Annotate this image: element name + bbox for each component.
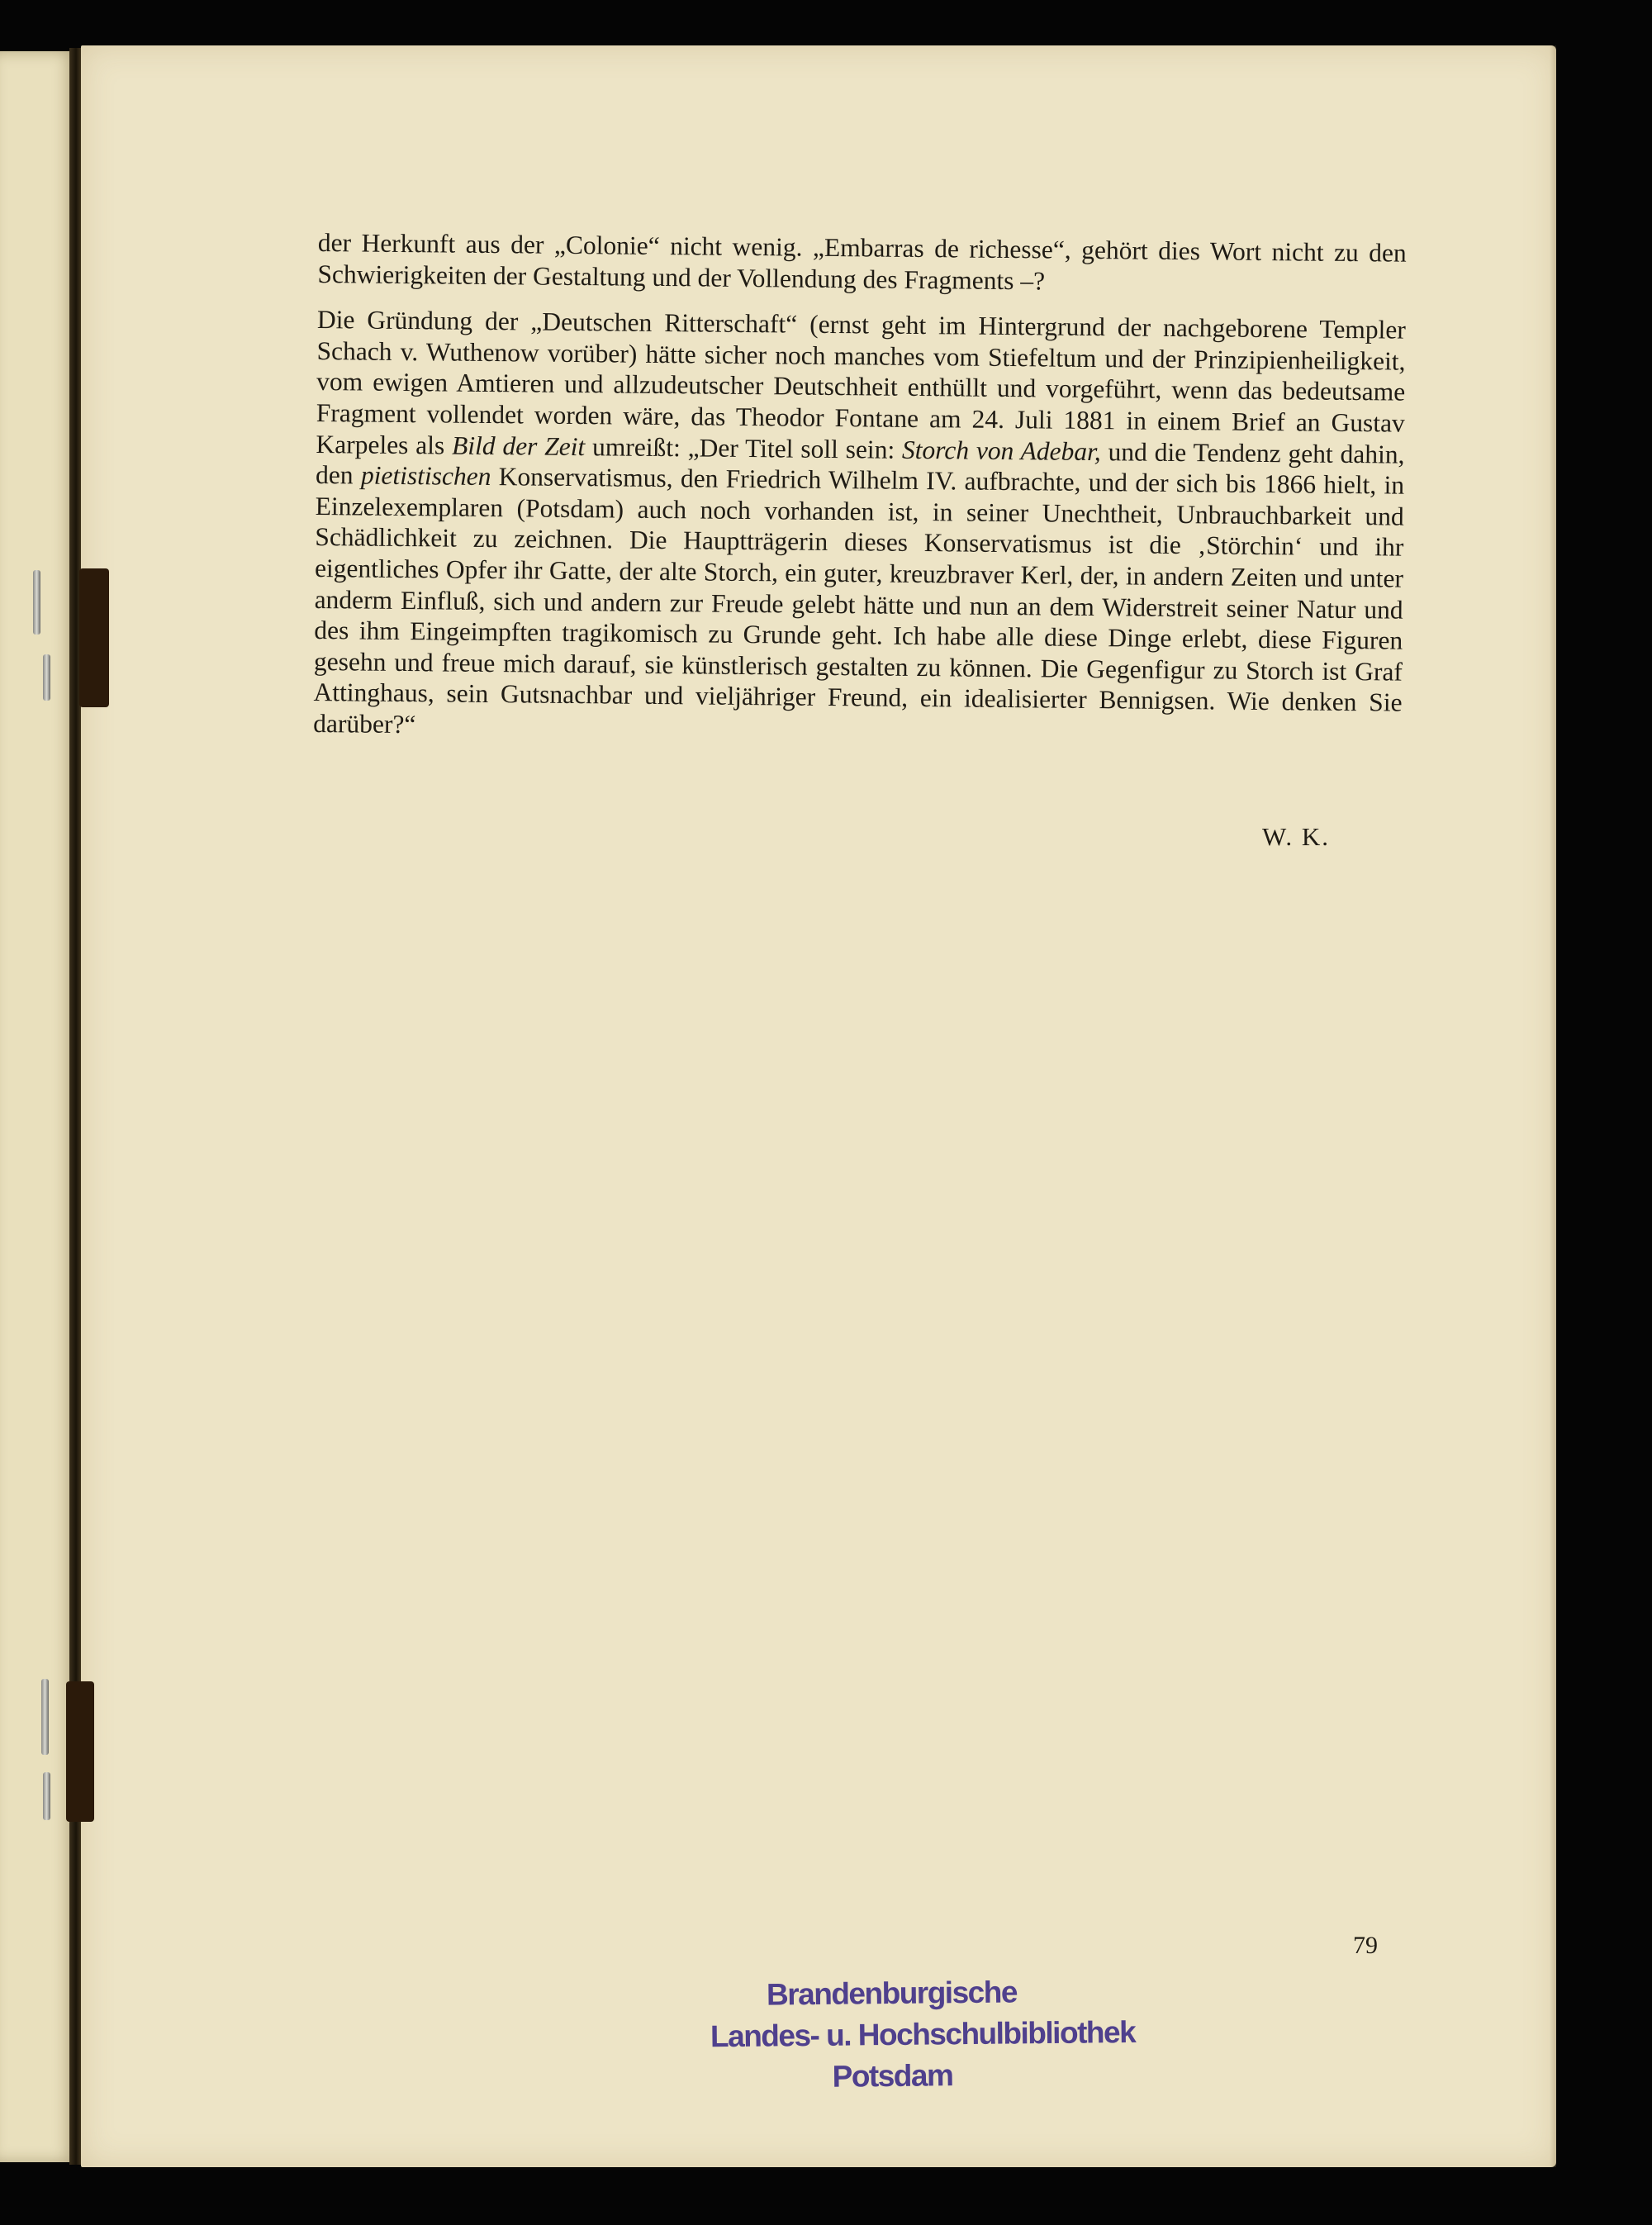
binding-hole-top <box>79 568 109 707</box>
title-storch-von-adebar: Storch von Adebar, <box>901 435 1101 466</box>
paragraph-2 <box>313 304 1406 749</box>
paragraph-2-part-4: Konservatismus, den Friedrich Wilhelm IV. aufbrachte, und der sich bis 1866 hielt, in Einzelexemplaren (Potsdam) auch noch vorhanden ist, in seiner Unechtheit, Unbrauchbarkeit und Schädlichkeit zu zeichnen. Die Hauptträgerin dieses Konservatismus ist die ‚Störchin‘ und ihr eigentliches Opfer ihr Gatte, der alte Storch, ein guter, kreuzbraver Kerl, der, in andern Zeiten und unter anderm Einfluß, sich und andern zur Freude gelebt hätte und nun an dem Widerstreit seiner Natur und des ihm Eingeimpften tragikomisch zu Grunde geht. Ich habe alle diese Dinge erlebt, diese Figuren gesehn und freue mich darauf, sie künstlerisch gestalten zu können. Die Gegenfigur zu Storch ist Graf Attinghaus, sein Gutsnachbar und vieljähriger Freund, ein idealisierter Bennigsen. Wie denken Sie darüber?“ <box>313 462 1405 739</box>
paragraph-2-part-2: umreißt: „Der Titel soll sein: <box>591 431 895 464</box>
paragraph-2-part-3: und die Tendenz geht dahin, den <box>315 436 1405 490</box>
page-edge-shadow <box>1550 45 1556 2167</box>
staple-bottom-lower <box>43 1772 50 1820</box>
previous-page-edge <box>0 51 76 2162</box>
staple-top <box>33 570 40 635</box>
stamp-line-2: Landes- u. Hochschulbibliothek <box>710 2014 1136 2054</box>
body-text <box>313 227 1407 749</box>
staple-bottom <box>41 1679 49 1755</box>
stamp-line-1: Brandenburgische <box>766 1975 1018 2012</box>
library-stamp <box>710 1971 1136 2099</box>
binding-hole-bottom <box>66 1681 94 1822</box>
page-number: 79 <box>1353 1932 1378 1959</box>
author-initials: W. K. <box>1262 822 1331 851</box>
stamp-line-3: Potsdam <box>832 2058 953 2094</box>
word-pietistischen: pietistischen <box>360 460 491 492</box>
title-bild-der-zeit: Bild der Zeit <box>451 430 586 461</box>
paragraph-2-part-1: Die Gründung der „Deutschen Ritterschaft“ (ernst geht im Hintergrund der nachgeborene Templer Schach v. Wuthenow vorüber) hätte sicher noch manches vom Stiefeltum und der Prinzipienheiligkeit, vom ewigen Amtieren und allzudeutscher Deutschheit enthüllt und vorgeführt, wenn das bedeutsame Fragment vollendet worden wäre, das Theodor Fontane am 24. Juli 1881 in einem Brief an Gustav Karpeles als <box>316 305 1407 460</box>
staple-top-lower <box>43 654 50 701</box>
paragraph-1: der Herkunft aus der „Colonie“ nicht wenig. „Embarras de richesse“, gehört dies Wort nicht zu den Schwierigkeiten der Gestaltung und der Vollendung des Fragments –? <box>317 227 1407 296</box>
